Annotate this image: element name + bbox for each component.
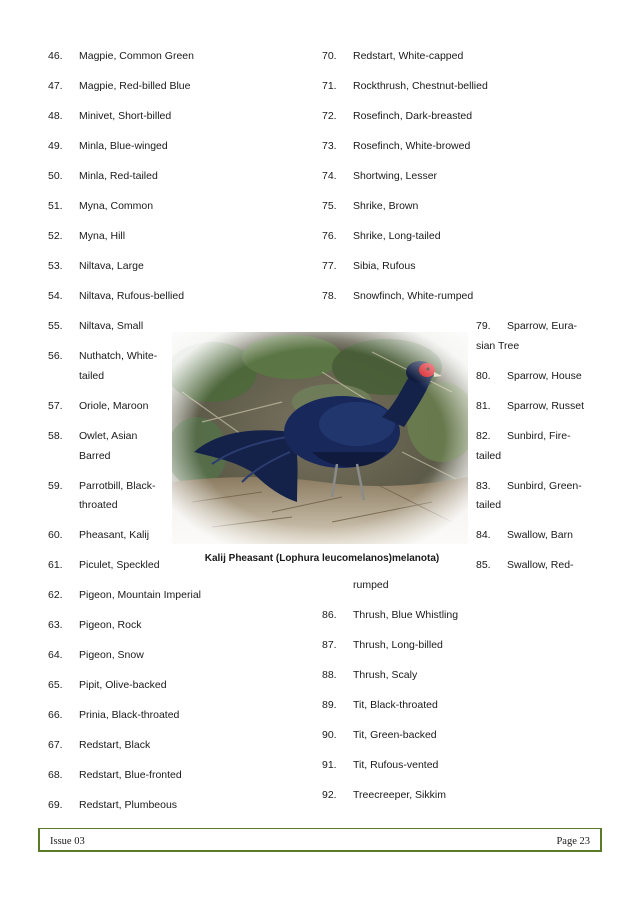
list-item-continuation — [476, 336, 519, 356]
item-number: 64. — [48, 649, 63, 661]
item-text: Nuthatch, White- — [79, 350, 158, 362]
item-text: Redstart, Plumbeous — [79, 799, 178, 811]
issue-label: Issue 03 — [50, 836, 85, 847]
item-number: 55. — [48, 320, 63, 332]
item-text: tailed — [476, 450, 502, 462]
item-number: 78. — [322, 290, 337, 302]
item-text: Treecreeper, Sikkim — [353, 789, 446, 801]
item-text: Pigeon, Rock — [79, 619, 142, 631]
item-number: 73. — [322, 140, 337, 152]
item-text: Pheasant, Kalij — [79, 529, 150, 541]
item-number: 74. — [322, 170, 337, 182]
item-text: Redstart, White-capped — [353, 50, 464, 62]
item-text: Pipit, Olive-backed — [79, 679, 167, 691]
item-number: 72. — [322, 110, 337, 122]
item-number: 71. — [322, 80, 337, 92]
item-text: Prinia, Black-throated — [79, 709, 180, 721]
item-number: 70. — [322, 50, 337, 62]
item-number: 80. — [476, 370, 491, 382]
item-number: 57. — [48, 400, 63, 412]
item-number: 47. — [48, 80, 63, 92]
item-number: 90. — [322, 729, 337, 741]
item-text: Redstart, Blue-fronted — [79, 769, 182, 781]
item-number: 65. — [48, 679, 63, 691]
item-text: Barred — [79, 450, 111, 462]
item-text: Snowfinch, White-rumped — [353, 290, 474, 302]
item-text: Niltava, Rufous-bellied — [79, 290, 185, 302]
item-text: Niltava, Small — [79, 320, 144, 332]
item-text: Niltava, Large — [79, 260, 144, 272]
item-text: Swallow, Red- — [507, 559, 574, 571]
item-text: Sparrow, Russet — [507, 400, 585, 412]
item-text: tailed — [79, 370, 105, 382]
item-number: 85. — [476, 559, 491, 571]
item-number: 52. — [48, 230, 63, 242]
item-number: 91. — [322, 759, 337, 771]
item-number: 87. — [322, 639, 337, 651]
item-text: Shortwing, Lesser — [353, 170, 438, 182]
list-item-continuation — [79, 366, 104, 386]
item-text: Tit, Rufous-vented — [353, 759, 439, 771]
item-number: 77. — [322, 260, 337, 272]
page-number: Page 23 — [556, 836, 590, 847]
item-number: 53. — [48, 260, 63, 272]
item-text: Minla, Blue-winged — [79, 140, 168, 152]
item-number: 92. — [322, 789, 337, 801]
item-text: Pigeon, Mountain Imperial — [79, 589, 201, 601]
item-text: Sibia, Rufous — [353, 260, 416, 272]
item-number: 88. — [322, 669, 337, 681]
item-text: sian Tree — [476, 340, 520, 352]
item-number: 76. — [322, 230, 337, 242]
item-text: Sunbird, Green- — [507, 480, 582, 492]
item-text: Rosefinch, White-browed — [353, 140, 471, 152]
item-text: Owlet, Asian — [79, 430, 138, 442]
item-number: 61. — [48, 559, 63, 571]
item-text: Tit, Green-backed — [353, 729, 437, 741]
item-text: Redstart, Black — [79, 739, 151, 751]
item-number: 66. — [48, 709, 63, 721]
item-number: 81. — [476, 400, 491, 412]
item-number: 68. — [48, 769, 63, 781]
item-text: Swallow, Barn — [507, 529, 573, 541]
item-number: 84. — [476, 529, 491, 541]
item-text: Rosefinch, Dark-breasted — [353, 110, 473, 122]
item-number: 82. — [476, 430, 491, 442]
item-text: Pigeon, Snow — [79, 649, 144, 661]
item-text: Minivet, Short-billed — [79, 110, 172, 122]
item-number: 48. — [48, 110, 63, 122]
item-number: 59. — [48, 480, 63, 492]
item-text: Sparrow, House — [507, 370, 582, 382]
item-text: Rockthrush, Chestnut-bellied — [353, 80, 488, 92]
list-item-continuation — [79, 495, 118, 515]
item-number: 67. — [48, 739, 63, 751]
item-number: 83. — [476, 480, 491, 492]
item-number: 54. — [48, 290, 63, 302]
item-text: throated — [79, 499, 118, 511]
item-number: 49. — [48, 140, 63, 152]
item-text: Thrush, Long-billed — [353, 639, 443, 651]
item-text: Piculet, Speckled — [79, 559, 160, 571]
item-text: Shrike, Brown — [353, 200, 419, 212]
list-item-continuation — [476, 495, 501, 515]
list-item-continuation — [79, 446, 111, 466]
list-item-continuation — [353, 575, 389, 595]
item-text: Thrush, Blue Whistling — [353, 609, 459, 621]
photo-caption: Kalij Pheasant (Lophura leucomelanos)melanota) — [204, 553, 440, 564]
item-number: 51. — [48, 200, 63, 212]
item-number: 63. — [48, 619, 63, 631]
item-text: Magpie, Red-billed Blue — [79, 80, 191, 92]
item-text: Myna, Hill — [79, 230, 126, 242]
item-text: tailed — [476, 499, 502, 511]
item-number: 89. — [322, 699, 337, 711]
item-number: 62. — [48, 589, 63, 601]
item-text: Tit, Black-throated — [353, 699, 438, 711]
pheasant-illustration — [172, 332, 468, 544]
item-text: Thrush, Scaly — [353, 669, 418, 681]
item-number: 60. — [48, 529, 63, 541]
item-text: Minla, Red-tailed — [79, 170, 158, 182]
item-text: Sparrow, Eura- — [507, 320, 578, 332]
page-footer — [38, 828, 602, 852]
kalij-pheasant-photo — [172, 332, 468, 544]
item-text: Shrike, Long-tailed — [353, 230, 441, 242]
item-text: Magpie, Common Green — [79, 50, 194, 62]
item-number: 86. — [322, 609, 337, 621]
item-number: 58. — [48, 430, 63, 442]
item-number: 75. — [322, 200, 337, 212]
item-text: rumped — [353, 579, 389, 591]
item-number: 69. — [48, 799, 63, 811]
list-item-continuation — [476, 446, 501, 466]
item-text: Sunbird, Fire- — [507, 430, 571, 442]
item-text: Parrotbill, Black- — [79, 480, 156, 492]
item-text: Oriole, Maroon — [79, 400, 149, 412]
item-number: 46. — [48, 50, 63, 62]
item-text: Myna, Common — [79, 200, 154, 212]
item-number: 79. — [476, 320, 491, 332]
item-number: 56. — [48, 350, 63, 362]
item-number: 50. — [48, 170, 63, 182]
